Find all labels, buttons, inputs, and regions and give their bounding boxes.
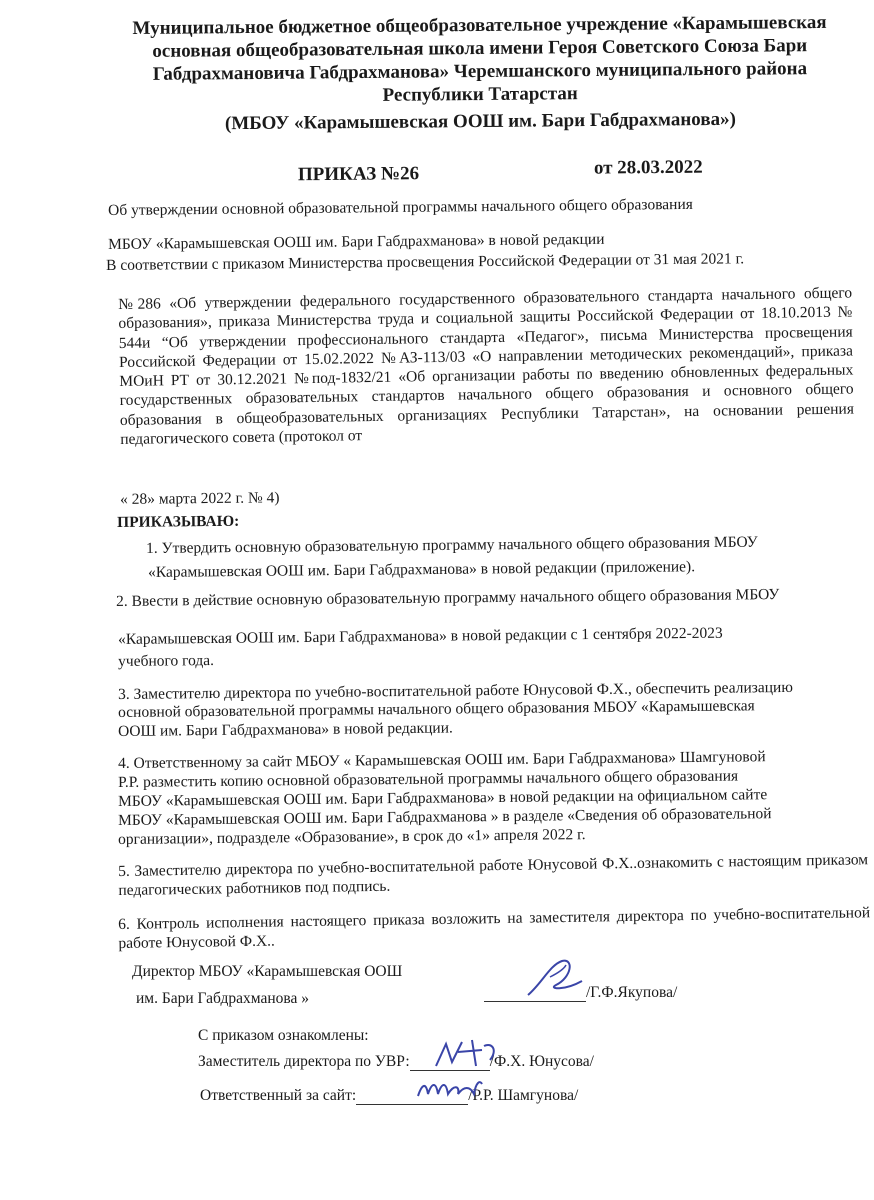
director-signature-mark (520, 955, 590, 1003)
director-school: им. Бари Габдрахманова » (136, 990, 310, 1007)
webmaster-role: Ответственный за сайт: (200, 1087, 357, 1104)
item-4-line-2: Р.Р. разместить копию основной образовательной программы начального общего образования (118, 767, 739, 791)
item-1-line-1: 1. Утвердить основную образовательную программу начального общего образования МБОУ (146, 533, 758, 557)
item-3-line-2: основной образовательной программы начального общего образования МБОУ «Карамышевская (118, 697, 755, 721)
header-line: Габдрахмановича Габдрахманова» Черемшанского муниципального района (152, 58, 808, 85)
preamble-protocol: « 28» марта 2022 г. № 4) (120, 489, 280, 508)
item-1-line-2: «Карамышевская ООШ им. Бари Габдрахманова» в новой редакции (приложение). (148, 558, 696, 581)
webmaster-row (200, 1086, 578, 1105)
item-3-line-1: 3. Заместителю директора по учебно-воспитательной работе Юнусовой Ф.Х., обеспечить реализацию (118, 678, 793, 703)
order-date: от 28.03.2022 (593, 156, 703, 179)
header-line: Республики Татарстан (382, 83, 578, 106)
item-2-line-1: 2. Ввести в действие основную образовательную программу начального общего образования МБОУ (116, 586, 780, 610)
acquainted-title: С приказом ознакомлены: (198, 1027, 369, 1044)
institution-header (89, 11, 870, 137)
deputy-name: /Ф.Х. Юнусова/ (489, 1053, 594, 1070)
item-2-line-2: «Карамышевская ООШ им. Бари Габдрахманова» в новой редакции с 1 сентября 2022-2023 (118, 624, 723, 648)
deputy-signature-mark (432, 1036, 504, 1072)
preamble-body: №286 «Об утверждении федерального государственного образовательного стандарта начального общего образования», приказа Министерства труда и социальной защиты Российской Федерации от 18.10.2013 № 544и “Об утверждении профессионального стандарта «Педагог», письма Министерства просвещения Российской Федерации от 15.02.2022 №АЗ-113/03 «О направлении методических рекомендаций», приказа МОиН РТ от 30.12.2021 №под-1832/21 «Об организации работы по введению обновленных федеральных государственных образовательных стандартов начального общего образования и основного общего образования в общеобразовательных организациях Республики Татарстан», на основании решения педагогического совета (протокол от (118, 284, 855, 449)
webmaster-signature-mark (414, 1074, 484, 1104)
item-3-line-3: ООШ им. Бари Габдрахманова» в новой редакции. (118, 719, 453, 740)
header-line: Муниципальное бюджетное общеобразовательное учреждение «Карамышевская (132, 11, 827, 40)
item-4-line-1: 4. Ответственному за сайт МБОУ « Карамышевская ООШ им. Бари Габдрахманова» Шамгуновой (118, 748, 766, 772)
deputy-role: Заместитель директора по УВР: (198, 1053, 410, 1070)
director-name: /Г.Ф.Якупова/ (586, 984, 678, 1001)
item-6: 6. Контроль исполнения настоящего приказа возложить на заместителя директора по учебно-воспитательной работе Юнусовой Ф.Х.. (118, 904, 871, 953)
director-title: Директор МБОУ «Карамышевская ООШ (132, 963, 403, 980)
item-2-line-3: учебного года. (118, 651, 215, 670)
item-4-line-3: МБОУ «Карамышевская ООШ им. Бари Габдрахманова» в новой редакции на официальном сайте (118, 786, 768, 810)
item-5: 5. Заместителю директора по учебно-воспитательной работе Юнусовой Ф.Х..ознакомить с настоящим приказом педагогических работников под подпись. (118, 851, 869, 900)
order-number: ПРИКАЗ №26 (297, 163, 420, 186)
order-title-row (0, 156, 874, 197)
deputy-row (198, 1052, 594, 1071)
header-line: основная общеобразовательная школа имени Героя Советского Союза Бари (152, 35, 808, 62)
item-4-line-4: МБОУ «Карамышевская ООШ им. Бари Габдрахманова » в разделе «Сведения об образовательной (118, 805, 772, 829)
institution-abbreviation: (МБОУ «Карамышевская ООШ им. Бари Габдрахманова») (224, 108, 736, 135)
subject-line-2: МБОУ «Карамышевская ООШ им. Бари Габдрахманова» в новой редакции (108, 230, 605, 253)
decree-word: ПРИКАЗЫВАЮ: (117, 512, 240, 531)
preamble-line-1: В соответствии с приказом Министерства просвещения Российской Федерации от 31 мая 2021 г. (106, 250, 745, 274)
webmaster-name: /Р.Р. Шамгунова/ (468, 1087, 579, 1104)
item-4-line-5: организации», подразделе «Образование», в срок до «1» апреля 2022 г. (118, 826, 586, 848)
subject-line-1: Об утверждении основной образовательной программы начального общего образования (108, 195, 693, 219)
